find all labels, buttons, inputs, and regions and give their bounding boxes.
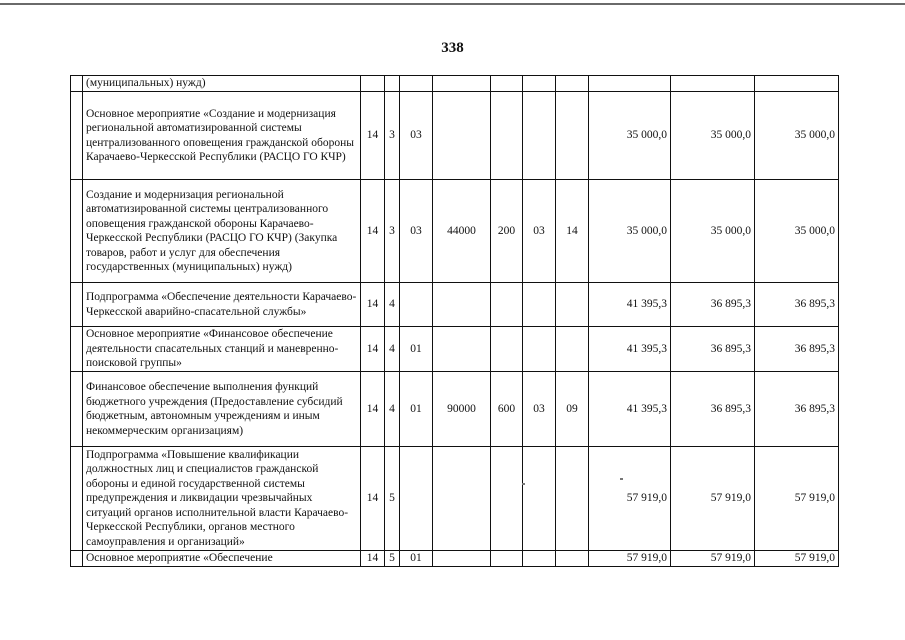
code-cell-b: 3 — [385, 180, 400, 283]
code-cell-e — [491, 447, 523, 551]
code-cell-d: 90000 — [433, 372, 491, 447]
row-margin-cell — [71, 372, 83, 447]
page-number: 338 — [441, 40, 464, 56]
table-row — [71, 551, 839, 567]
code-cell-d: 44000 — [433, 180, 491, 283]
row-name-cell: Финансовое обеспечение выполнения функций бюджетного учреждения (Предоставление субсидий бюджетным, автономным учреждениям и иным некоммерческим организациям) — [83, 372, 361, 447]
amount-cell-v2: 36 895,3 — [671, 327, 755, 372]
code-cell-d — [433, 551, 491, 567]
code-cell-g — [556, 447, 589, 551]
code-cell-g — [556, 76, 589, 92]
code-cell-e: 200 — [491, 180, 523, 283]
code-cell-f — [523, 76, 556, 92]
code-cell-d — [433, 283, 491, 327]
row-name-cell: Основное мероприятие «Обеспечение — [83, 551, 361, 567]
code-cell-e — [491, 327, 523, 372]
row-name-cell: Подпрограмма «Повышение квалификации должностных лиц и специалистов гражданской обороны и единой государственной системы предупреждения и ликвидации чрезвычайных ситуаций органов исполнительной власти Карачаево-Черкесской Республики, органов местного самоуправления и организаций» — [83, 447, 361, 551]
amount-cell-v1: 57 919,0 — [589, 447, 671, 551]
amount-cell-v2: 57 919,0 — [671, 447, 755, 551]
code-cell-c — [400, 447, 433, 551]
amount-cell-v3: 36 895,3 — [755, 327, 839, 372]
code-cell-c: 01 — [400, 327, 433, 372]
amount-cell-v3: 36 895,3 — [755, 372, 839, 447]
amount-cell-v1: 35 000,0 — [589, 180, 671, 283]
code-cell-c — [400, 76, 433, 92]
code-cell-f — [523, 447, 556, 551]
code-cell-e — [491, 551, 523, 567]
code-cell-c: 01 — [400, 372, 433, 447]
code-cell-f — [523, 283, 556, 327]
code-cell-f: 03 — [523, 180, 556, 283]
amount-cell-v3 — [755, 76, 839, 92]
code-cell-e — [491, 283, 523, 327]
amount-cell-v1: 41 395,3 — [589, 283, 671, 327]
table-row — [71, 327, 839, 372]
code-cell-b: 5 — [385, 551, 400, 567]
amount-cell-v1: 35 000,0 — [589, 92, 671, 180]
amount-cell-v2: 36 895,3 — [671, 372, 755, 447]
amount-cell-v2: 57 919,0 — [671, 551, 755, 567]
row-margin-cell — [71, 180, 83, 283]
row-name-cell: Создание и модернизация региональной автоматизированной системы централизованного оповещения гражданской обороны Карачаево-Черкесской Республики (РАСЦО ГО КЧР) (Закупка товаров, работ и услуг для обеспечения государственных (муниципальных) нужд) — [83, 180, 361, 283]
row-name-cell: Основное мероприятие «Финансовое обеспечение деятельности спасательных станций и маневренно-поисковой группы» — [83, 327, 361, 372]
row-margin-cell — [71, 283, 83, 327]
code-cell-a — [361, 76, 385, 92]
code-cell-d — [433, 447, 491, 551]
code-cell-b: 3 — [385, 92, 400, 180]
code-cell-e — [491, 76, 523, 92]
amount-cell-v2 — [671, 76, 755, 92]
code-cell-g — [556, 92, 589, 180]
table-row — [71, 180, 839, 283]
code-cell-b — [385, 76, 400, 92]
amount-cell-v3: 35 000,0 — [755, 180, 839, 283]
scan-top-border — [0, 3, 905, 5]
amount-cell-v1 — [589, 76, 671, 92]
amount-cell-v3: 35 000,0 — [755, 92, 839, 180]
table-row — [71, 283, 839, 327]
code-cell-f: 03 — [523, 372, 556, 447]
code-cell-b: 5 — [385, 447, 400, 551]
code-cell-a: 14 — [361, 551, 385, 567]
scan-speck — [620, 478, 623, 480]
code-cell-g — [556, 327, 589, 372]
code-cell-a: 14 — [361, 283, 385, 327]
code-cell-g: 14 — [556, 180, 589, 283]
code-cell-c: 01 — [400, 551, 433, 567]
code-cell-b: 4 — [385, 327, 400, 372]
table-row — [71, 92, 839, 180]
code-cell-c — [400, 283, 433, 327]
code-cell-a: 14 — [361, 447, 385, 551]
table-row — [71, 372, 839, 447]
code-cell-d — [433, 76, 491, 92]
row-margin-cell — [71, 447, 83, 551]
amount-cell-v2: 35 000,0 — [671, 180, 755, 283]
budget-table — [70, 75, 839, 567]
row-name-cell: Основное мероприятие «Создание и модернизация региональной автоматизированной системы централизованного оповещения гражданской обороны Карачаево-Черкесской Республики (РАСЦО ГО КЧР) — [83, 92, 361, 180]
amount-cell-v3: 36 895,3 — [755, 283, 839, 327]
amount-cell-v2: 35 000,0 — [671, 92, 755, 180]
row-margin-cell — [71, 92, 83, 180]
table-row — [71, 76, 839, 92]
code-cell-a: 14 — [361, 180, 385, 283]
amount-cell-v1: 57 919,0 — [589, 551, 671, 567]
row-margin-cell — [71, 551, 83, 567]
code-cell-c: 03 — [400, 180, 433, 283]
code-cell-d — [433, 327, 491, 372]
amount-cell-v1: 41 395,3 — [589, 372, 671, 447]
row-margin-cell — [71, 76, 83, 92]
code-cell-g — [556, 551, 589, 567]
row-name-cell: Подпрограмма «Обеспечение деятельности Карачаево-Черкесской аварийно-спасательной службы» — [83, 283, 361, 327]
code-cell-e — [491, 92, 523, 180]
table-row — [71, 447, 839, 551]
code-cell-b: 4 — [385, 283, 400, 327]
code-cell-a: 14 — [361, 372, 385, 447]
code-cell-f — [523, 92, 556, 180]
code-cell-f — [523, 327, 556, 372]
code-cell-g: 09 — [556, 372, 589, 447]
code-cell-f — [523, 551, 556, 567]
code-cell-a: 14 — [361, 92, 385, 180]
code-cell-g — [556, 283, 589, 327]
code-cell-c: 03 — [400, 92, 433, 180]
table-body — [71, 76, 839, 567]
amount-cell-v2: 36 895,3 — [671, 283, 755, 327]
code-cell-e: 600 — [491, 372, 523, 447]
code-cell-a: 14 — [361, 327, 385, 372]
amount-cell-v3: 57 919,0 — [755, 447, 839, 551]
row-margin-cell — [71, 327, 83, 372]
amount-cell-v3: 57 919,0 — [755, 551, 839, 567]
amount-cell-v1: 41 395,3 — [589, 327, 671, 372]
scan-speck — [522, 483, 525, 485]
code-cell-b: 4 — [385, 372, 400, 447]
code-cell-d — [433, 92, 491, 180]
row-name-cell: (муниципальных) нужд) — [83, 76, 361, 92]
